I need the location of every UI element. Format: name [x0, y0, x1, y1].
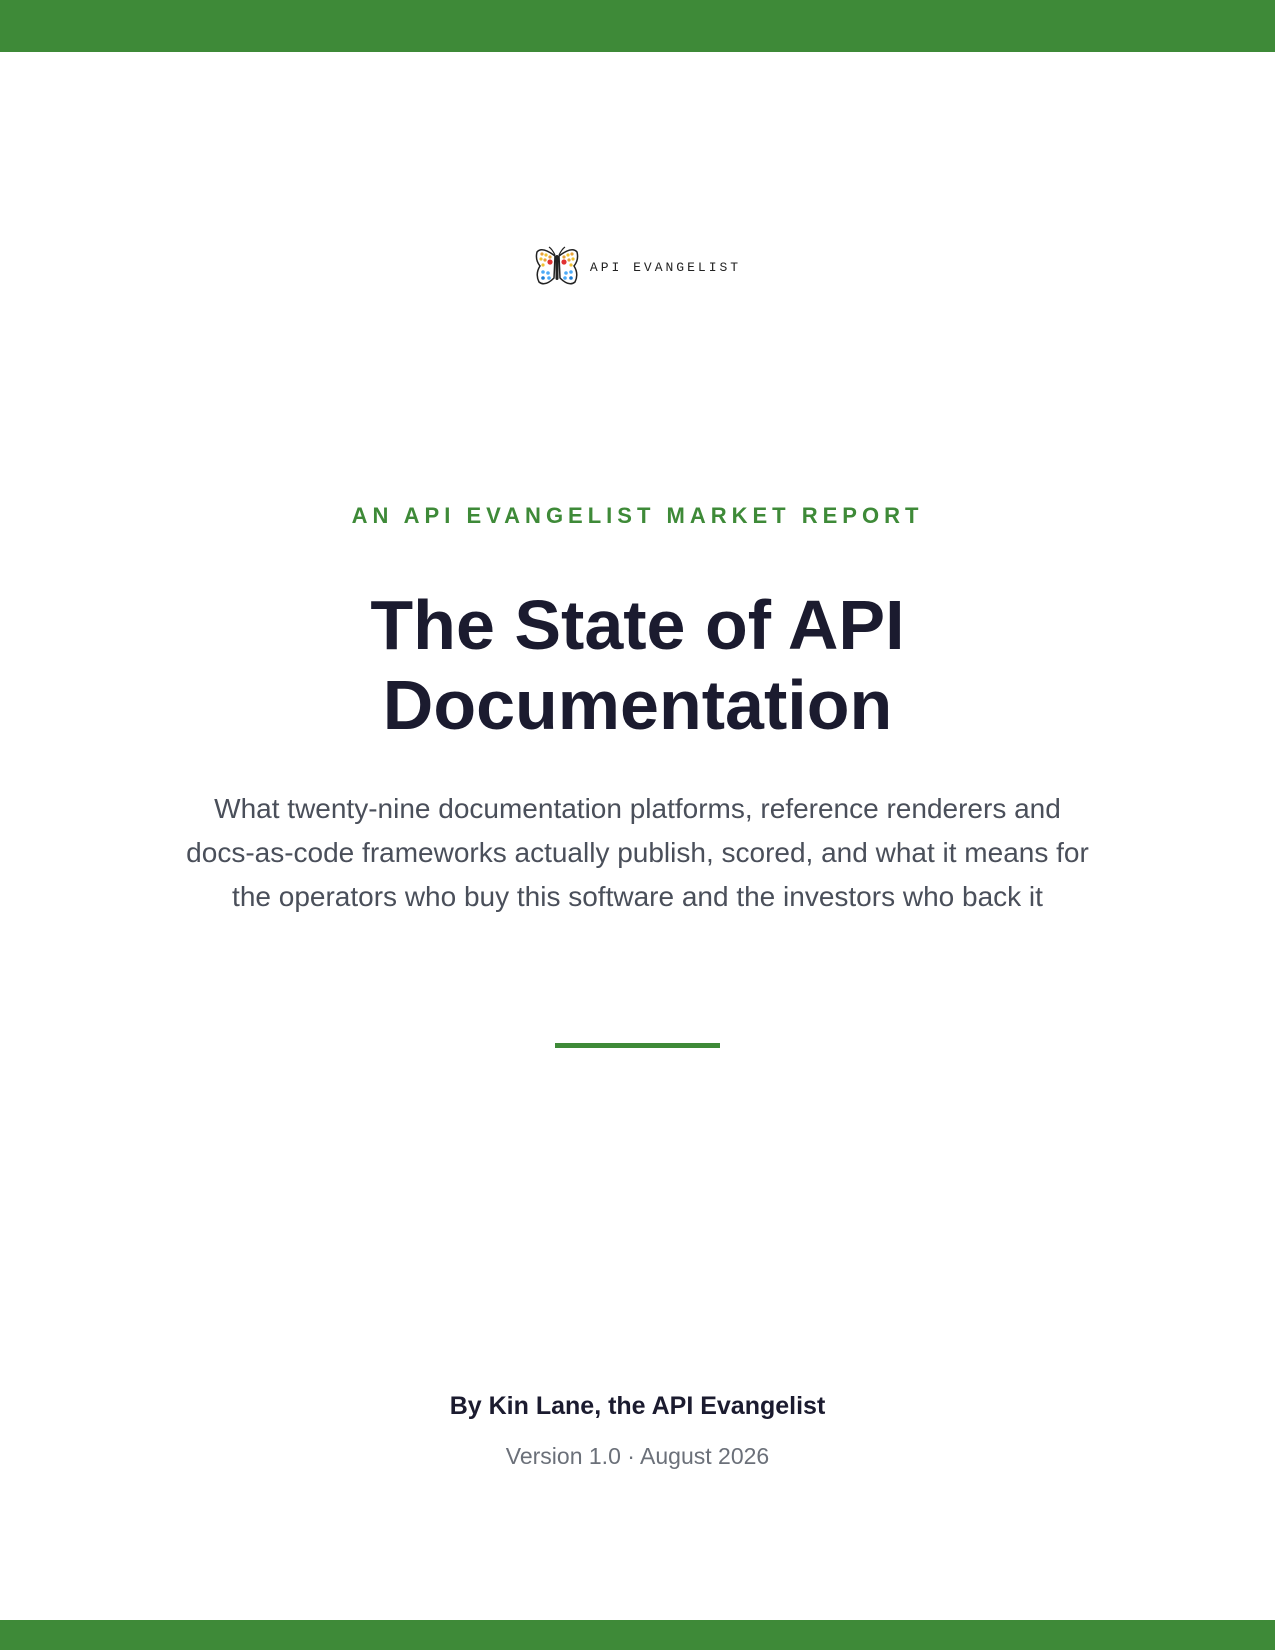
bottom-accent-band	[0, 1620, 1275, 1650]
report-eyebrow: AN API EVANGELIST MARKET REPORT	[351, 503, 924, 528]
report-title: The State of API Documentation	[370, 586, 905, 744]
logo-wordmark: API EVANGELIST	[589, 259, 742, 275]
author-byline: By Kin Lane, the API Evangelist	[449, 1392, 826, 1420]
butterfly-logo-icon	[534, 246, 580, 288]
divider-rule	[555, 1043, 720, 1048]
report-subtitle: What twenty-nine documentation platforms, reference renderers and docs-as-code frameworks actually publish, scored, and what it means for the operators who buy this software and the investors who back it	[186, 793, 1089, 912]
version-date: Version 1.0 · August 2026	[505, 1443, 770, 1469]
top-accent-band	[0, 0, 1275, 52]
logo	[0, 246, 1275, 288]
